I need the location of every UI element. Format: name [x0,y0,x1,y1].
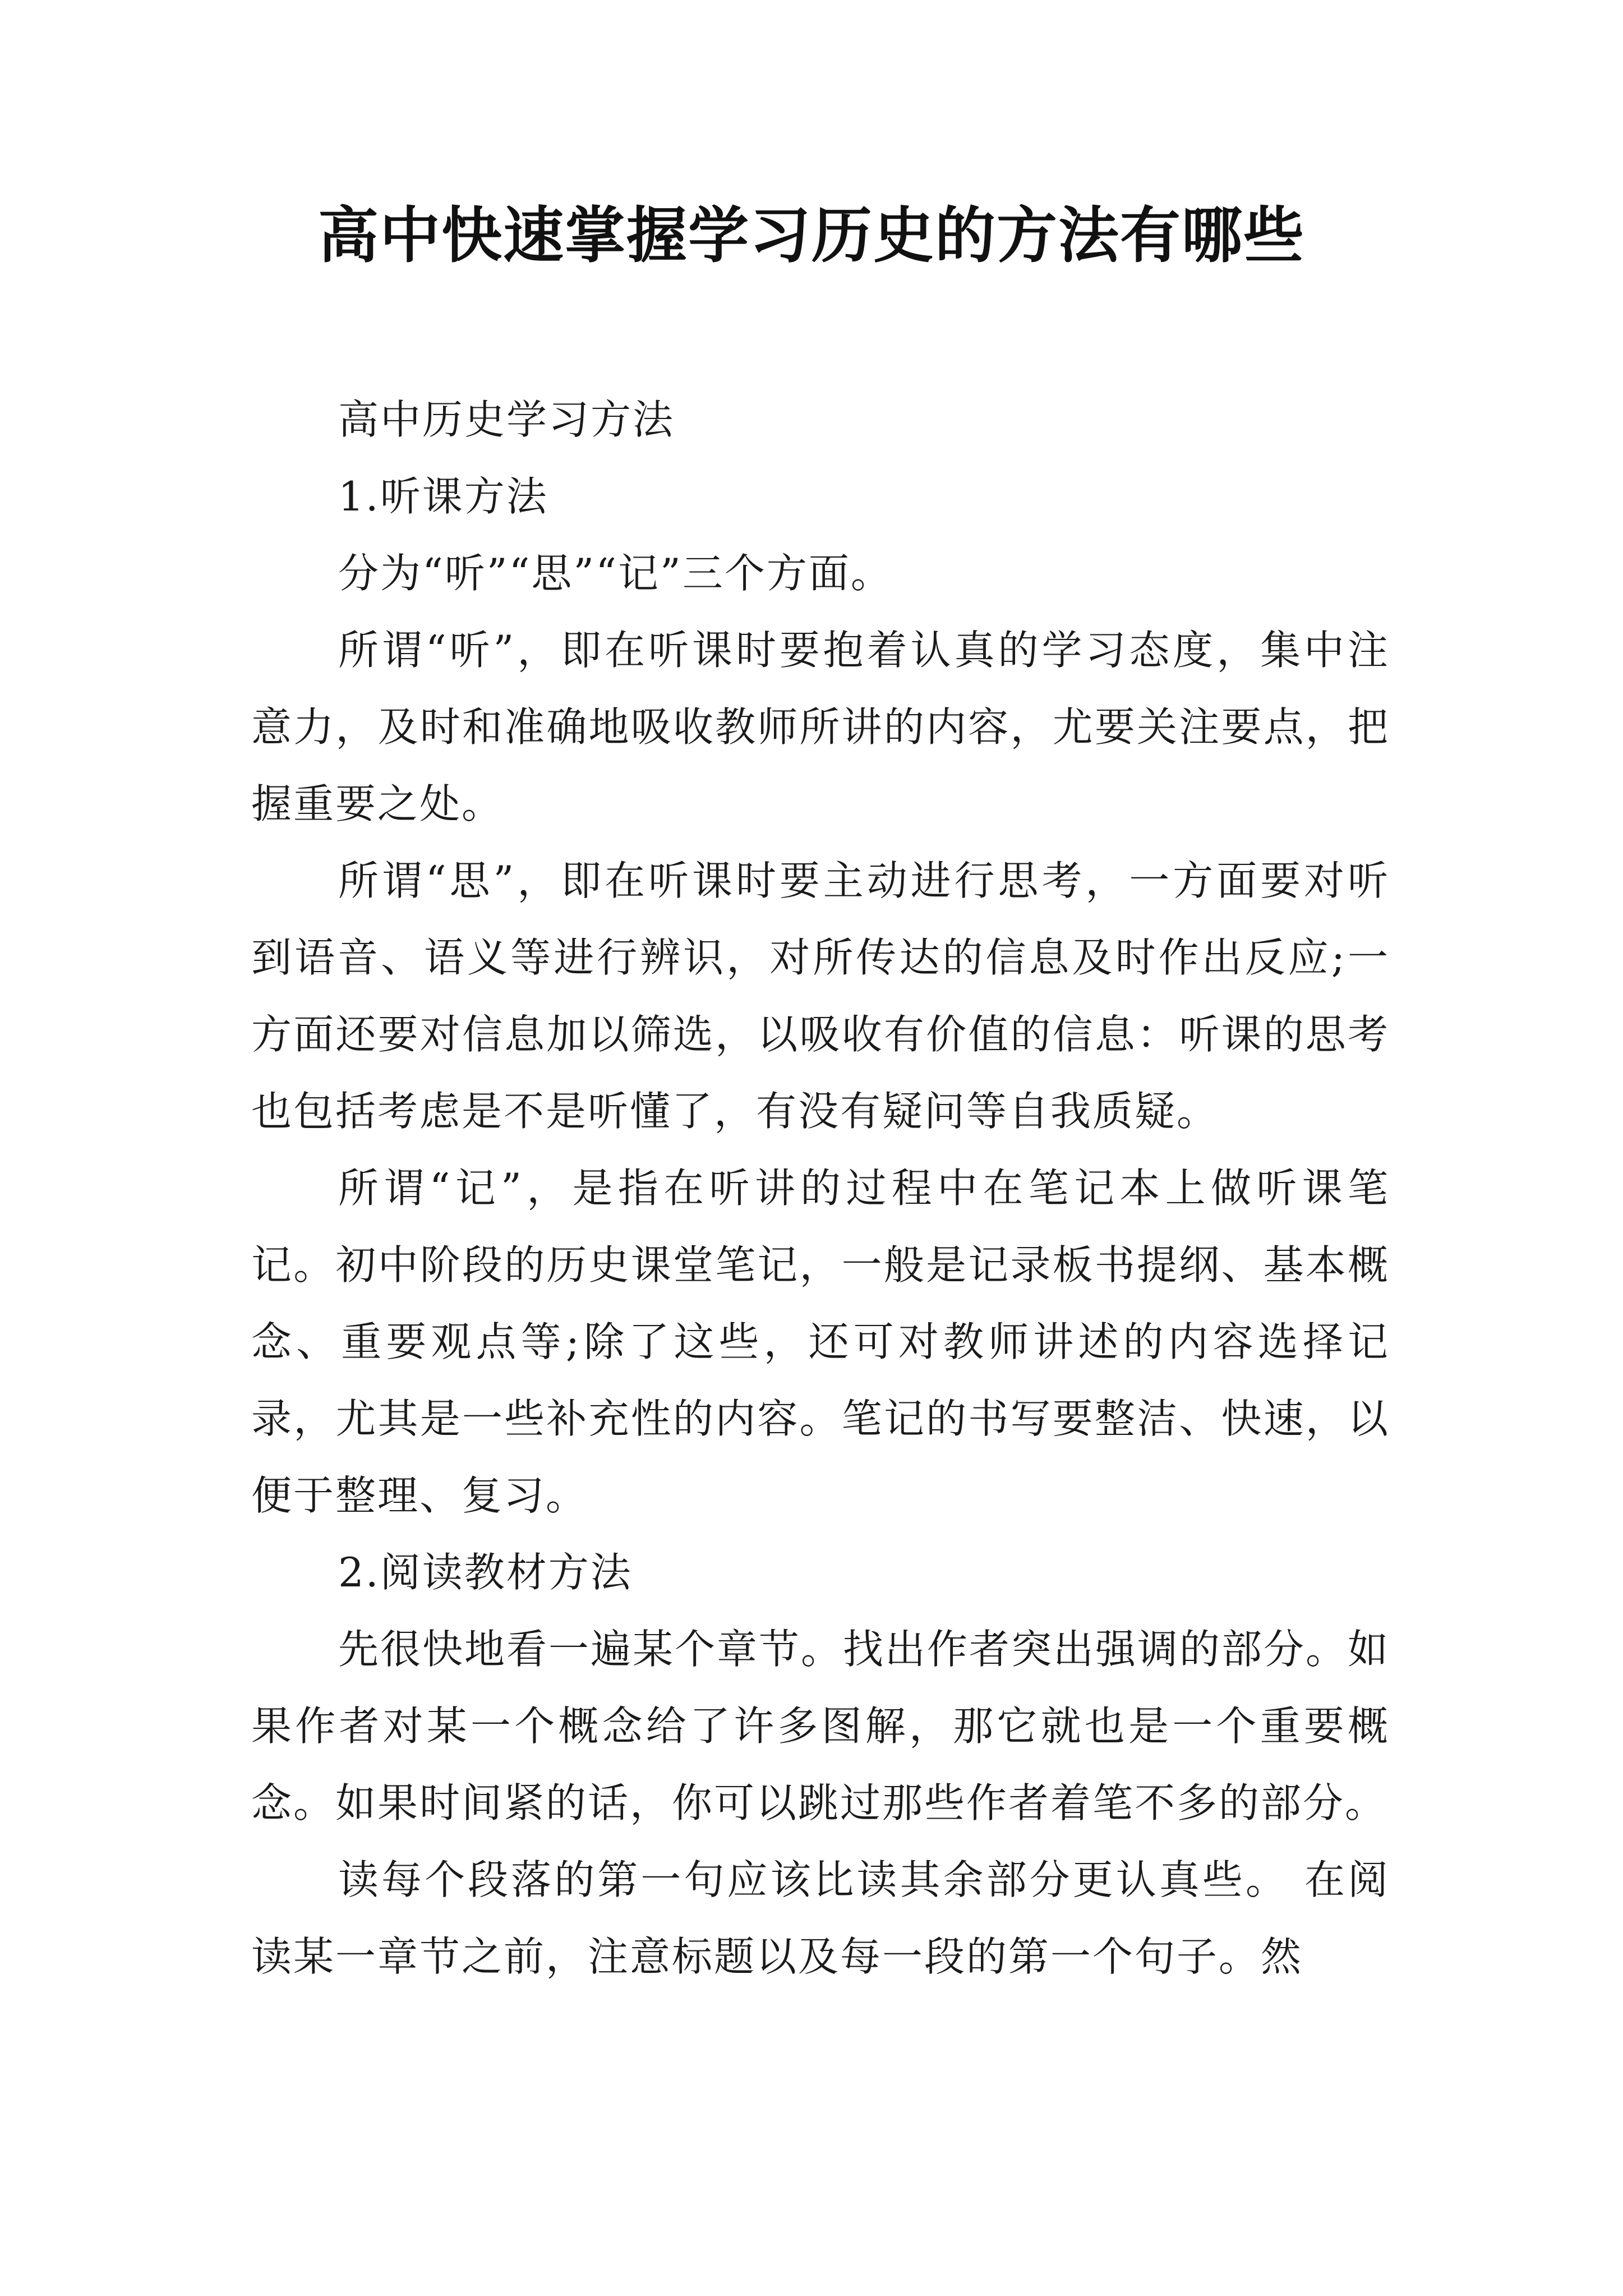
paragraph: 读每个段落的第一句应该比读其余部分更认真些。 在阅读某一章节之前，注意标题以及每一段的第一个句子。然 [251,1856,1390,1980]
paragraph: 所谓“听”，即在听课时要抱着认真的学习态度，集中注意力，及时和准确地吸收教师所讲的内容，尤要关注要点，把握重要之处。 [251,627,1390,827]
paragraph: 分为“听”“思”“记”三个方面。 [338,550,893,597]
document-body [251,381,1390,1995]
paragraph-subheading-listening: 1.听课方法 [338,473,548,520]
paragraph: 所谓“记”，是指在听讲的过程中在笔记本上做听课笔记。初中阶段的历史课堂笔记，一般是记录板书提纲、基本概念、重要观点等;除了这些，还可对教师讲述的内容选择记录，尤其是一些补充性的内容。笔记的书写要整洁、快速，以便于整理、复习。 [251,1165,1390,1519]
document-title: 高中快速掌握学习历史的方法有哪些 [317,200,1305,271]
paragraph-section-heading: 高中历史学习方法 [338,396,675,443]
paragraph-subheading-reading: 2.阅读教材方法 [338,1549,633,1596]
paragraph: 所谓“思”，即在听课时要主动进行思考，一方面要对听到语音、语义等进行辨识，对所传达的信息及时作出反应;一方面还要对信息加以筛选，以吸收有价值的信息：听课的思考也包括考虑是不是听懂了，有没有疑问等自我质疑。 [251,857,1390,1135]
paragraph: 先很快地看一遍某个章节。找出作者突出强调的部分。如果作者对某一个概念给了许多图解，那它就也是一个重要概念。如果时间紧的话，你可以跳过那些作者着笔不多的部分。 [251,1626,1390,1826]
